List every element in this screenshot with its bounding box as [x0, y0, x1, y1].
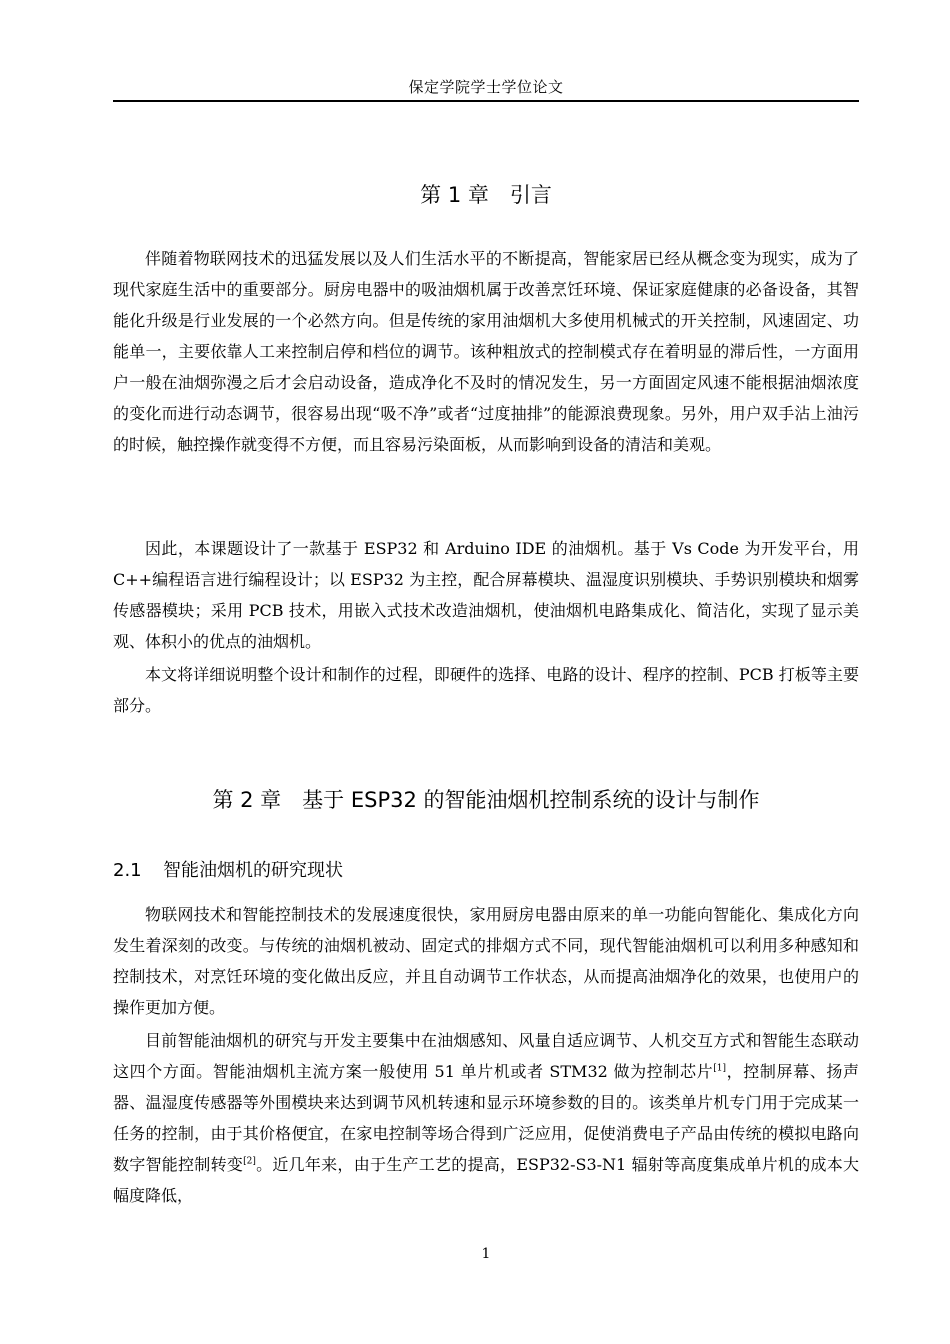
paragraph-text: 目前智能油烟机的研究与开发主要集中在油烟感知、风量自适应调节、人机交互方式和智能生态联动这四个方面。智能油烟机主流方案一般使用 51 单片机或者 STM32 做为控制芯片	[113, 1031, 859, 1081]
chapter-1-paragraph-1: 伴随着物联网技术的迅猛发展以及人们生活水平的不断提高，智能家居已经从概念变为现实，成为了现代家庭生活中的重要部分。厨房电器中的吸油烟机属于改善烹饪环境、保证家庭健康的必备设备，其智能化升级是行业发展的一个必然方向。但是传统的家用油烟机大多使用机械式的开关控制，风速固定、功能单一，主要依靠人工来控制启停和档位的调节。该种粗放式的控制模式存在着明显的滞后性，一方面用户一般在油烟弥漫之后才会启动设备，造成净化不及时的情况发生，另一方面固定风速不能根据油烟浓度的变化而进行动态调节，很容易出现“吸不净”或者“过度抽排”的能源浪费现象。另外，用户双手沾上油污的时候，触控操作就变得不方便，而且容易污染面板，从而影响到设备的清洁和美观。	[113, 249, 859, 454]
section-2-1-paragraph-1: 物联网技术和智能控制技术的发展速度很快，家用厨房电器由原来的单一功能向智能化、集成化方向发生着深刻的改变。与传统的油烟机被动、固定式的排烟方式不同，现代智能油烟机可以利用多种感知和控制技术，对烹饪环境的变化做出反应，并且自动调节工作状态，从而提高油烟净化的效果，也使用户的操作更加方便。	[113, 905, 859, 1017]
section-2-1-paragraph-2	[113, 1025, 859, 1211]
section-title: 智能油烟机的研究现状	[163, 860, 343, 881]
paragraph-text: ，控制屏幕、扬声器、温湿度传感器等外围模块来达到调节风机转速和显示环境参数的目的。该类单片机专门用于完成某一任务的控制，由于其价格便宜，在家电控制等场合得到广泛应用，促使消费电子产品由传统的模拟电路向数字智能控制转变	[113, 1062, 859, 1174]
chapter-1-paragraph-2: 因此，本课题设计了一款基于 ESP32 和 Arduino IDE 的油烟机。基于 Vs Code 为开发平台，用 C++编程语言进行编程设计；以 ESP32 为主控，配合屏幕模块、温湿度识别模块、手势识别模块和烟雾传感器模块；采用 PCB 技术，用嵌入式技术改造油烟机，使油烟机电路集成化、简洁化，实现了显示美观、体积小的优点的油烟机。	[113, 539, 859, 651]
chapter-1-paragraph-3: 本文将详细说明整个设计和制作的过程，即硬件的选择、电路的设计、程序的控制、PCB 打板等主要部分。	[113, 665, 859, 715]
header-rule	[113, 100, 859, 102]
page-number: 1	[481, 1246, 491, 1262]
running-header: 保定学院学士学位论文	[408, 78, 564, 96]
section-2-1-heading	[113, 857, 859, 885]
citation-1: [1]	[713, 1063, 726, 1074]
chapter-2-title: 第 2 章 基于 ESP32 的智能油烟机控制系统的设计与制作	[212, 788, 760, 812]
chapter-1-title: 第 1 章 引言	[420, 183, 552, 207]
paragraph-text: 。近几年来，由于生产工艺的提高，ESP32-S3-N1 辐射等高度集成单片机的成本大幅度降低，	[113, 1155, 859, 1205]
citation-2: [2]	[243, 1156, 256, 1167]
section-number: 2.1	[113, 860, 142, 881]
